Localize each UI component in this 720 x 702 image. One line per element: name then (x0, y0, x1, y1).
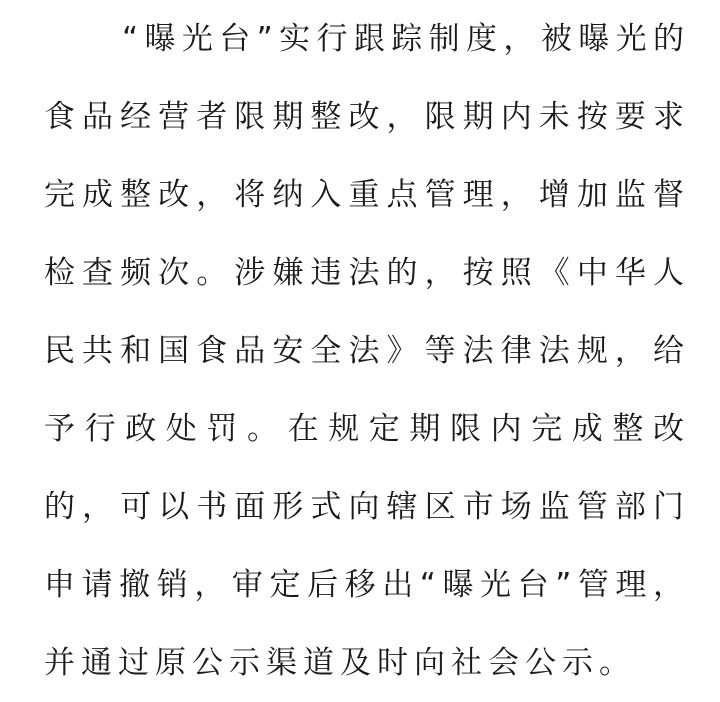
paragraph-line-4: 检查频次。涉嫌违法的，按照《中华人 (44, 255, 684, 291)
paragraph-line-2: 食品经营者限期整改，限期内未按要求 (44, 99, 684, 135)
paragraph-line-6: 予行政处罚。在规定期限内完成整改 (44, 411, 684, 447)
paragraph-line-5: 民共和国食品安全法》等法律法规，给 (44, 333, 684, 369)
paragraph-line-3: 完成整改，将纳入重点管理，增加监督 (44, 177, 684, 213)
article-paragraph (44, 0, 684, 702)
paragraph-line-1: “曝光台”实行跟踪制度，被曝光的 (122, 21, 684, 57)
paragraph-line-9: 并通过原公示渠道及时向社会公示。 (44, 645, 636, 681)
paragraph-line-7: 的，可以书面形式向辖区市场监管部门 (44, 489, 684, 525)
paragraph-line-8: 申请撤销，审定后移出“曝光台”管理， (44, 567, 684, 603)
